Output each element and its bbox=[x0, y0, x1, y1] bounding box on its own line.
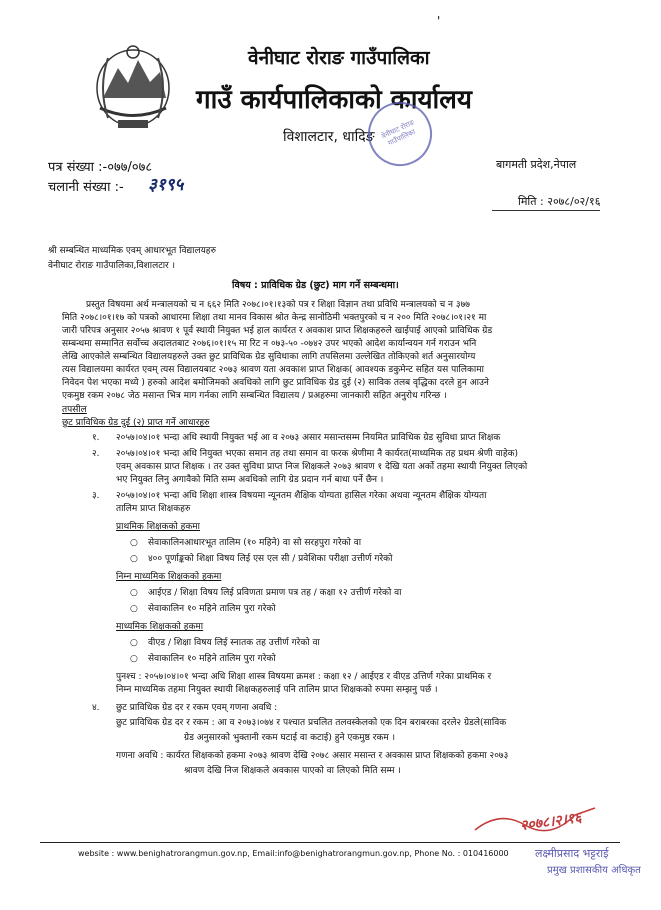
item-text: २०५७।०४।०१ भन्दा अधि नियुक्त भएका समान तह तथा समान वा फरक श्रेणीमा नै कार्यरत(माध्यमिक तह प्रथम श्रेणी वाहेक) bbox=[116, 449, 519, 459]
group-bullet: आईएड / शिक्षा विषय लिई प्रविणता प्रमाण पत्र तह / कक्षा १२ उत्तीर्ण गरेको वा bbox=[148, 588, 402, 598]
item4-period: गणना अवधि : कार्यरत शिक्षकको हकमा २०७३ श्रावण देखि २०७८ असार मसान्त र अवकास प्राप्त शिक्षकको हकमा २०७३ bbox=[116, 751, 509, 761]
recipient-line-1: श्री सम्बन्धित माध्यमिक एवम् आधारभूत विद्यालयहरु bbox=[48, 246, 216, 256]
body-line: प्रस्तुत विषयमा अर्थ मन्त्रालयको च न ६६२ मिति २०७८।०१।१३को पत्र र शिक्षा विज्ञान तथा प्रविधि मन्त्रालयको च न ३७७ bbox=[86, 300, 470, 310]
group-title-secondary: माध्यमिक शिक्षकको हकमा bbox=[116, 622, 204, 632]
body-line: लेखि आएकोले सम्बन्धित विद्यालयहरुले उक्त छुट प्राविधिक ग्रेड सुविधाका लागि तपसिलमा उल्लेखित तोकिएको शर्त अनुसारयोग्य bbox=[62, 352, 476, 362]
bullet-icon: ○ bbox=[130, 654, 138, 664]
note-line: निम्न माध्यमिक तहमा नियुक्त स्थायी शिक्षकहरुलाई पनि तालिम प्राप्त शिक्षकको रुपमा सम्झनु पर्छ । bbox=[116, 685, 438, 695]
top-mark: ' bbox=[437, 14, 441, 28]
dispatch-number: ३१९५ bbox=[148, 175, 184, 195]
item4-title: छुट प्राविधिक ग्रेड दर र रकम एवम् गणना अवधि : bbox=[116, 703, 278, 713]
group-bullet: सेवाकालिनआधारभूत तालिम (१० महिने) वा सो सरहपुरा गरेको वा bbox=[148, 538, 362, 548]
body-line: एकमुष्ठ रकम २०७८ जेठ मसान्त भित्र माग गर्नका लागि सम्बन्धित विद्यालय / प्रअहरुमा जानकारी सहित अनुरोध गरिन्छ । bbox=[62, 391, 447, 401]
office-name: गाउँ कार्यपालिकाको कार्यालय bbox=[196, 85, 472, 115]
footer-rule bbox=[40, 842, 620, 843]
province: बागमती प्रदेश,नेपाल bbox=[496, 158, 577, 171]
bullet-icon: ○ bbox=[130, 538, 138, 548]
body-line: सम्बन्धमा सम्मानित सर्वोच्च अदालतबाट २०७६।०१।१५ मा रिट न ०७३-५० -०७४२ उपर भएको आदेश कार्यान्वयन गर्न गराउन भनि bbox=[62, 339, 477, 349]
footer-contact: website : www.benighatrorangmun.gov.np, Email:info@benighatrorangmun.gov.np, Phone No. : 010416000 bbox=[78, 849, 509, 858]
group-title-primary: प्राथमिक शिक्षकको हकमा bbox=[116, 522, 201, 532]
reference-number: पत्र संख्या :-०७७/०७८ bbox=[48, 160, 153, 175]
signatory-title: प्रमुख प्रशासकीय अधिकृत bbox=[547, 865, 641, 876]
item-number: १. bbox=[92, 433, 100, 443]
item4-rate: छुट प्राविधिक ग्रेड दर र रकम : आ व २०७३।०७४ र पश्चात प्रचलित तलवस्केलको एक दिन बराबरका दरले२ ग्रेडले(साविक bbox=[116, 718, 507, 728]
date-underline bbox=[492, 210, 600, 211]
bullet-icon: ○ bbox=[130, 554, 138, 564]
municipality-name: वेनीघाट रोराङ गाउँपालिका bbox=[248, 47, 430, 69]
item-text: २०५७।०४।०१ भन्दा अधि स्थायी नियुक्त भई आ व २०७३ असार मसान्तसम्म नियमित प्राविधिक ग्रेड सुविधा प्राप्त शिक्षक bbox=[116, 433, 501, 443]
body-line: मिति २०७८।०१।१७ को पत्रको आधारमा शिक्षा तथा मानव विकास श्रोत केन्द्र सानोठिमी भक्तपुरको च न २०० मिति २०७८।०१।२१ मा bbox=[62, 313, 487, 323]
signature-stroke bbox=[470, 800, 600, 840]
handwritten-date: २०७८।२।१६ bbox=[519, 809, 583, 835]
group-title-lower-secondary: निम्न माध्यमिक शिक्षकको हकमा bbox=[116, 572, 222, 582]
body-line: त्यस विद्यालयमा कार्यरत एवम् त्यस विद्यालयबाट २०७३ श्रावण यता अवकाश प्राप्त शिक्षक( आवश्यक डकुमेन्ट सहित यस पालिकामा bbox=[62, 365, 484, 375]
office-address: विशालटार, धादिङ bbox=[283, 129, 375, 145]
item-text: भए नियुक्त लिनु अगावैको मिति सम्म अवधिको लागि ग्रेड प्रदान गर्न बाधा पर्ने छैन । bbox=[116, 475, 384, 485]
body-line: जारी परिपत्र अनुसार २०५७ श्रावण १ पूर्व स्थायी नियुक्त भई हाल कार्यरत र अवकाश प्राप्त शिक्षकहरुले खाईपाई आएको प्राविधिक ग्रेड bbox=[62, 326, 493, 336]
nepal-emblem bbox=[88, 38, 178, 133]
group-bullet: सेवाकालिन १० महिने तालिम पुरा गरेको bbox=[148, 654, 276, 664]
group-bullet: सेवाकालिन १० महिने तालिम पुरा गरेको bbox=[148, 604, 276, 614]
item-number: ४. bbox=[92, 703, 100, 713]
item-text: तालिम प्राप्त शिक्षकहरु bbox=[116, 504, 191, 514]
date: मिति : २०७८/०२/१६ bbox=[518, 195, 601, 208]
recipient-line-2: वेनीघाट रोराङ गाउँपालिका,विशालटार । bbox=[48, 261, 176, 271]
group-bullet: वीएड / शिक्षा विषय लिई स्नातक तह उत्तीर्ण गरेको वा bbox=[148, 638, 320, 648]
subject: विषय : प्राविधिक ग्रेड (छुट) माग गर्ने सम्बन्धमा। bbox=[232, 280, 399, 291]
item-number: २. bbox=[92, 449, 100, 459]
body-line: निवेदन पेश भएका मध्ये ) हरुको आदेश बमोजिमको अवधिको लागि छुट प्राविधिक ग्रेड दुई (२) साविक तलब वृद्धिका दरले हुन आउने bbox=[62, 378, 489, 388]
bullet-icon: ○ bbox=[130, 588, 138, 598]
stamp-text: वेनीघाट रोराङ गाउँपालिका bbox=[380, 118, 417, 148]
signatory-name: लक्ष्मीप्रसाद भट्टराई bbox=[535, 847, 609, 860]
bullet-icon: ○ bbox=[130, 604, 138, 614]
tapasil-heading: तपसील bbox=[62, 405, 87, 415]
item-text: एवम् अवकास प्राप्त शिक्षक । तर उक्त सुविधा प्राप्त निज शिक्षकले २०७३ श्रावण १ देखि यता अर्को तहमा स्थायी नियुक्त लिएको bbox=[116, 462, 528, 472]
note-line: पुनश्च : २०५७।०४।०१ भन्दा अधि शिक्षा शास्त्र विषयमा क्रमश : कक्षा १२ / आईएड र वीएड उत्तिर्ण गरेका प्राथमिक र bbox=[116, 672, 492, 682]
group-bullet: ४०० पूर्णाङ्कको शिक्षा विषय लिई एस एल सी / प्रवेशिका परीक्षा उत्तीर्ण गरेको bbox=[148, 554, 393, 564]
item-text: २०५७।०४।०१ भन्दा अधि शिक्षा शास्त्र विषयमा न्यूनतम शैक्षिक योग्यता हासिल गरेका अथवा न्यूनतम शैक्षिक योग्यता bbox=[116, 491, 487, 501]
bullet-icon: ○ bbox=[130, 638, 138, 648]
item4-period: श्रावण देखि निज शिक्षकले अवकास पाएको वा लिएको मिति सम्म । bbox=[184, 766, 401, 776]
item4-rate: ग्रेड अनुसारको भुक्तानी रकम घटाई वा कटाई) हुने एकमुष्ठ रकम । bbox=[184, 733, 396, 743]
tapasil-subheading: छुट प्राविधिक ग्रेड दुई (२) प्राप्त गर्ने आधारहरु bbox=[62, 418, 210, 428]
item-number: ३. bbox=[92, 491, 100, 501]
dispatch-label: चलानी संख्या :- bbox=[48, 180, 124, 195]
